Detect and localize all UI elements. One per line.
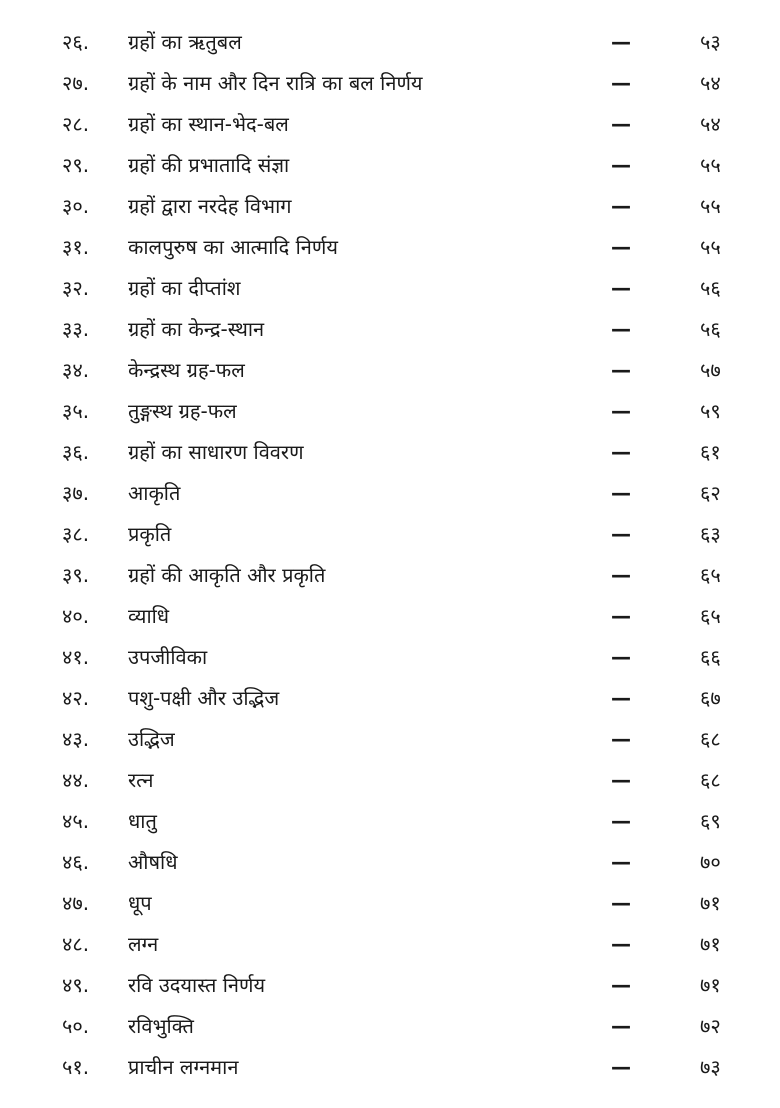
entry-number: ५०.	[62, 1014, 90, 1038]
entry-dash: —	[611, 973, 631, 997]
toc-entry	[0, 924, 780, 965]
toc-entry	[0, 473, 780, 514]
entry-dash: —	[611, 727, 631, 751]
entry-number: ३७.	[62, 481, 90, 505]
entry-dash: —	[611, 71, 631, 95]
entry-number: ४८.	[62, 932, 90, 956]
entry-title: उद्भिज	[128, 727, 175, 751]
entry-number: ३६.	[62, 440, 90, 464]
toc-entry	[0, 63, 780, 104]
entry-dash: —	[611, 481, 631, 505]
entry-page-number: ६५	[700, 563, 721, 587]
entry-page-number: ६९	[700, 809, 721, 833]
entry-number: ३९.	[62, 563, 90, 587]
entry-number: ३५.	[62, 399, 90, 423]
entry-page-number: ७१	[700, 932, 721, 956]
entry-dash: —	[611, 522, 631, 546]
entry-title: ग्रहों का दीप्तांश	[128, 276, 241, 300]
entry-title: ग्रहों की प्रभातादि संज्ञा	[128, 153, 290, 177]
toc-entry	[0, 432, 780, 473]
entry-page-number: ५६	[700, 276, 721, 300]
entry-page-number: ६१	[700, 440, 721, 464]
entry-title: केन्द्रस्थ ग्रह-फल	[128, 358, 245, 382]
toc-entry	[0, 555, 780, 596]
entry-title: ग्रहों का ऋतुबल	[128, 30, 242, 54]
entry-page-number: ५६	[700, 317, 721, 341]
entry-number: २८.	[62, 112, 90, 136]
entry-title: ग्रहों का साधारण विवरण	[128, 440, 304, 464]
entry-page-number: ५५	[700, 235, 721, 259]
entry-number: ४५.	[62, 809, 90, 833]
entry-number: ३४.	[62, 358, 90, 382]
toc-entry	[0, 22, 780, 63]
entry-dash: —	[611, 194, 631, 218]
entry-number: ३१.	[62, 235, 90, 259]
entry-number: ५१.	[62, 1055, 90, 1079]
entry-dash: —	[611, 153, 631, 177]
entry-title: धातु	[128, 809, 157, 833]
entry-page-number: ६७	[700, 686, 721, 710]
entry-dash: —	[611, 932, 631, 956]
toc-entry	[0, 760, 780, 801]
toc-entry	[0, 227, 780, 268]
toc-entry	[0, 883, 780, 924]
entry-title: धूप	[128, 891, 152, 915]
entry-number: २९.	[62, 153, 90, 177]
entry-dash: —	[611, 891, 631, 915]
entry-number: ३३.	[62, 317, 90, 341]
toc-entry	[0, 1047, 780, 1088]
toc-entry	[0, 719, 780, 760]
toc-entry	[0, 350, 780, 391]
entry-dash: —	[611, 563, 631, 587]
entry-title: लग्न	[128, 932, 159, 956]
toc-entry	[0, 145, 780, 186]
toc-entry	[0, 268, 780, 309]
entry-page-number: ६५	[700, 604, 721, 628]
entry-title: ग्रहों की आकृति और प्रकृति	[128, 563, 326, 587]
entry-page-number: ६६	[700, 645, 721, 669]
entry-page-number: ७१	[700, 973, 721, 997]
entry-title: आकृति	[128, 481, 181, 505]
toc-entry	[0, 1006, 780, 1047]
entry-dash: —	[611, 686, 631, 710]
entry-title: व्याधि	[128, 604, 170, 628]
entry-page-number: ७१	[700, 891, 721, 915]
entry-dash: —	[611, 30, 631, 54]
entry-number: ४२.	[62, 686, 90, 710]
entry-number: ४७.	[62, 891, 90, 915]
entry-page-number: ६८	[700, 768, 721, 792]
toc-entry	[0, 965, 780, 1006]
entry-page-number: ५४	[700, 71, 721, 95]
entry-number: २६.	[62, 30, 90, 54]
entry-number: २७.	[62, 71, 90, 95]
table-of-contents	[0, 22, 780, 1088]
entry-dash: —	[611, 850, 631, 874]
entry-number: ४६.	[62, 850, 90, 874]
entry-page-number: ७०	[700, 850, 721, 874]
toc-entry	[0, 514, 780, 555]
entry-dash: —	[611, 440, 631, 464]
entry-title: रवि उदयास्त निर्णय	[128, 973, 266, 997]
toc-entry	[0, 309, 780, 350]
entry-page-number: ६३	[700, 522, 721, 546]
toc-entry	[0, 842, 780, 883]
entry-page-number: ५४	[700, 112, 721, 136]
entry-dash: —	[611, 235, 631, 259]
entry-number: ४३.	[62, 727, 90, 751]
toc-entry	[0, 391, 780, 432]
entry-dash: —	[611, 809, 631, 833]
toc-entry	[0, 678, 780, 719]
entry-title: ग्रहों का केन्द्र-स्थान	[128, 317, 265, 341]
entry-page-number: ६८	[700, 727, 721, 751]
entry-dash: —	[611, 317, 631, 341]
entry-number: ४१.	[62, 645, 90, 669]
entry-number: ४०.	[62, 604, 90, 628]
entry-number: ४४.	[62, 768, 90, 792]
toc-entry	[0, 104, 780, 145]
entry-number: ३८.	[62, 522, 90, 546]
entry-dash: —	[611, 645, 631, 669]
entry-title: उपजीविका	[128, 645, 208, 669]
entry-title: प्राचीन लग्नमान	[128, 1055, 239, 1079]
entry-dash: —	[611, 768, 631, 792]
entry-page-number: ७३	[700, 1055, 721, 1079]
entry-page-number: ५३	[700, 30, 721, 54]
entry-dash: —	[611, 604, 631, 628]
entry-dash: —	[611, 1055, 631, 1079]
entry-title: रत्न	[128, 768, 154, 792]
toc-entry	[0, 186, 780, 227]
toc-entry	[0, 596, 780, 637]
entry-number: ३२.	[62, 276, 90, 300]
entry-page-number: ५९	[700, 399, 721, 423]
entry-title: प्रकृति	[128, 522, 172, 546]
entry-page-number: ६२	[700, 481, 721, 505]
entry-page-number: ५५	[700, 194, 721, 218]
entry-page-number: ५५	[700, 153, 721, 177]
entry-dash: —	[611, 276, 631, 300]
entry-number: ४९.	[62, 973, 90, 997]
entry-dash: —	[611, 1014, 631, 1038]
entry-dash: —	[611, 112, 631, 136]
entry-title: औषधि	[128, 850, 178, 874]
entry-title: पशु-पक्षी और उद्भिज	[128, 686, 280, 710]
entry-title: ग्रहों द्वारा नरदेह विभाग	[128, 194, 292, 218]
entry-title: ग्रहों का स्थान-भेद-बल	[128, 112, 289, 136]
entry-title: कालपुरुष का आत्मादि निर्णय	[128, 235, 338, 259]
entry-title: रविभुक्ति	[128, 1014, 194, 1038]
entry-number: ३०.	[62, 194, 90, 218]
entry-page-number: ५७	[700, 358, 721, 382]
entry-title: तुङ्गस्थ ग्रह-फल	[128, 399, 237, 423]
entry-dash: —	[611, 399, 631, 423]
toc-entry	[0, 637, 780, 678]
entry-dash: —	[611, 358, 631, 382]
entry-page-number: ७२	[700, 1014, 721, 1038]
toc-entry	[0, 801, 780, 842]
entry-title: ग्रहों के नाम और दिन रात्रि का बल निर्णय	[128, 71, 423, 95]
